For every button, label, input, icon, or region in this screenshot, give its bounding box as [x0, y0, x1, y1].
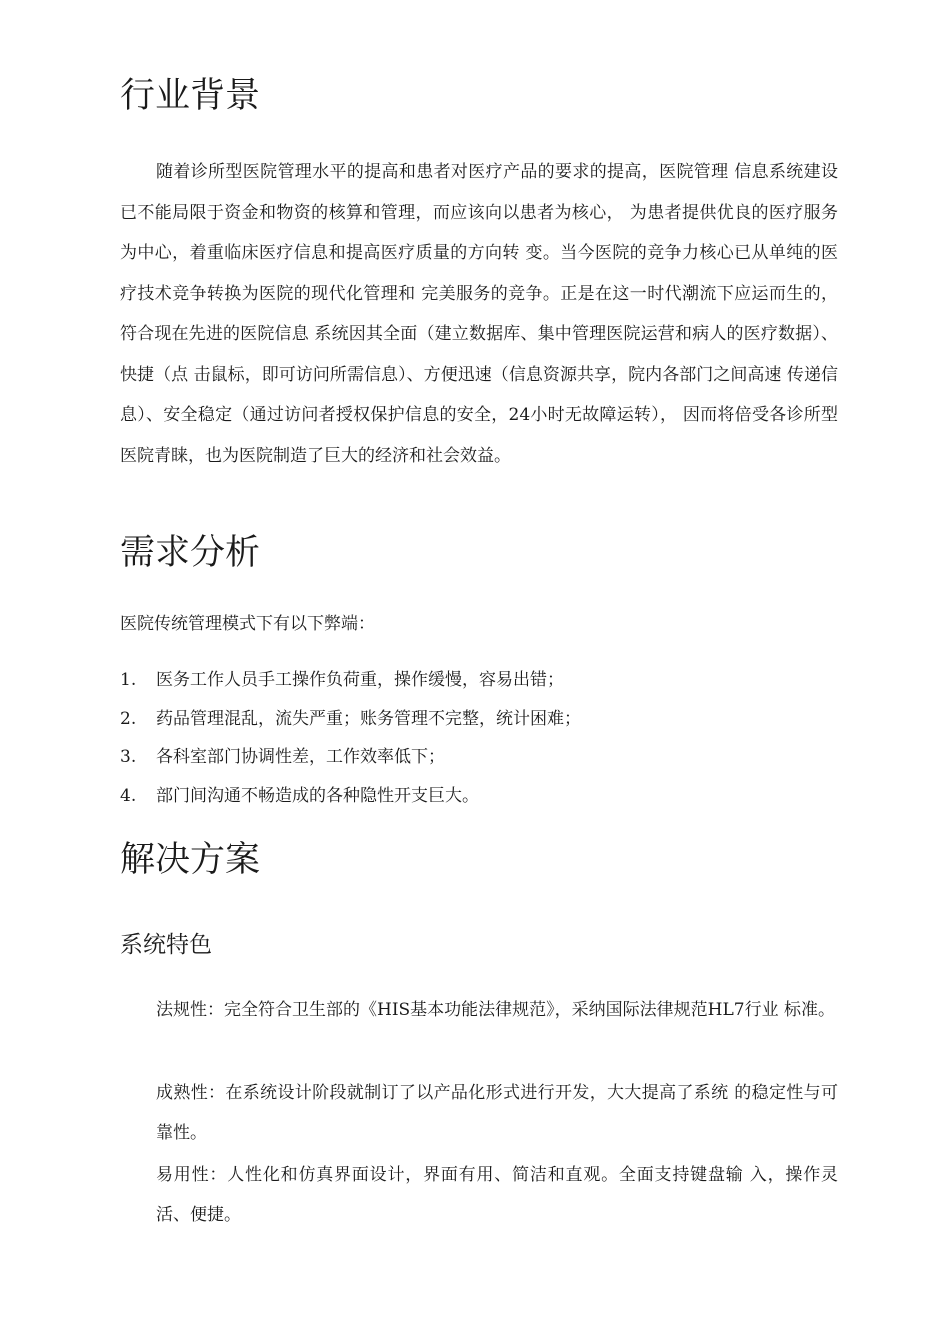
drawbacks-list — [120, 668, 581, 823]
list-item — [120, 784, 581, 823]
analysis-intro: 医院传统管理模式下有以下弊端： — [120, 614, 375, 634]
list-item-text: 部门间沟通不畅造成的各种隐性开支巨大。 — [156, 786, 479, 807]
list-item-number: 4. — [120, 786, 137, 807]
list-item-number: 1. — [120, 670, 137, 690]
list-item-number: 3. — [120, 747, 137, 768]
list-item-text: 药品管理混乱，流失严重；账务管理不完整，统计困难； — [156, 708, 581, 729]
list-item — [120, 745, 581, 784]
heading-industry-background: 行业背景 — [120, 76, 261, 116]
subheading-system-features: 系统特色 — [120, 932, 212, 958]
feature-usability: 易用性：人性化和仿真界面设计，界面有用、简洁和直观。全面支持键盘输 入，操作灵活、便捷。 — [156, 1165, 838, 1225]
background-paragraph: 随着诊所型医院管理水平的提高和患者对医疗产品的要求的提高，医院管理 信息系统建设已不能局限于资金和物资的核算和管理，而应该向以患者为核心， 为患者提供优良的医疗服务为中心，着重临床医疗信息和提高医疗质量的方向转 变。当今医院的竞争力核心已从单纯的医疗技术竞争转换为医院的现代化管理和 完美服务的竞争。正是在这一时代潮流下应运而生的，符合现在先进的医院信息 系统因其全面（建立数据库、集中管理医院运营和病人的医疗数据）、快捷（点 击鼠标，即可访问所需信息）、方便迅速（信息资源共享，院内各部门之间高速 传递信息）、安全稳定（通过访问者授权保护信息的安全，24小时无故障运转）， 因而将倍受各诊所型医院青睐，也为医院制造了巨大的经济和社会效益。 — [120, 162, 838, 466]
heading-solution: 解决方案 — [120, 840, 261, 880]
list-item-text: 各科室部门协调性差，工作效率低下； — [156, 747, 445, 768]
list-item-number: 2. — [120, 708, 137, 729]
feature-maturity: 成熟性：在系统设计阶段就制订了以产品化形式进行开发，大大提高了系统 的稳定性与可靠性。 — [156, 1083, 838, 1143]
list-item — [120, 668, 581, 707]
list-item-text: 医务工作人员手工操作负荷重，操作缓慢，容易出错； — [156, 670, 564, 690]
heading-requirements-analysis: 需求分析 — [120, 533, 261, 573]
list-item — [120, 707, 581, 746]
feature-compliance: 法规性：完全符合卫生部的《HIS基本功能法律规范》，采纳国际法律规范HL7行业 标准。 — [156, 1000, 836, 1020]
